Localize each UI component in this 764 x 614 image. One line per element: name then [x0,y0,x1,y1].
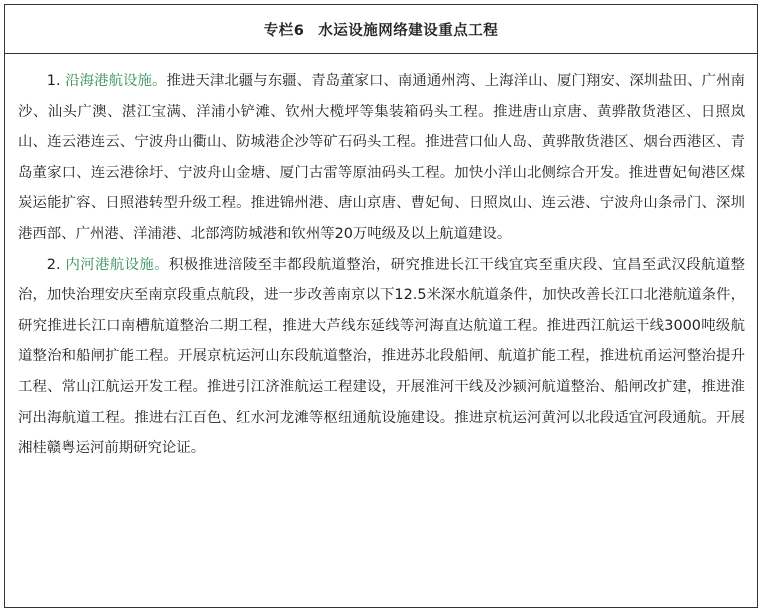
box-title: 水运设施网络建设重点工程 [318,22,499,39]
box-header [5,5,757,54]
section-inland [18,250,745,464]
feature-box [4,4,758,608]
section-heading: 沿海港航设施。 [65,73,167,89]
box-title-number: 专栏6 [263,22,305,39]
section-coastal [18,66,745,250]
section-text: 积极推进涪陵至丰都段航道整治，研究推进长江干线宜宾至重庆段、宜昌至武汉段航道整治，加快治理安庆至南京段重点航段，进一步改善南京以下12.5米深水航道条件，加快改善长江口北港航道条件，研究推进长江口南槽航道整治二期工程，推进大芦线东延线等河海直达航道工程。推进西江航运干线3000吨级航道整治和船闸扩能工程。开展京杭运河山东段航道整治，推进苏北段船闸、航道扩能工程，推进杭甬运河整治提升工程、常山江航运开发工程。推进引江济淮航运工程建设，开展淮河干线及沙颍河航道整治、船闸改扩建，推进淮河出海航道工程。推进右江百色、红水河龙滩等枢纽通航设施建设。推进京杭运河黄河以北段适宜河段通航。开展湘桂赣粤运河前期研究论证。 [18,256,745,457]
section-text: 推进天津北疆与东疆、青岛董家口、南通通州湾、上海洋山、厦门翔安、深圳盐田、广州南沙、汕头广澳、湛江宝满、洋浦小铲滩、钦州大榄坪等集装箱码头工程。推进唐山京唐、黄骅散货港区、日照岚山、连云港连云、宁波舟山衢山、防城港企沙等矿石码头工程。推进营口仙人岛、黄骅散货港区、烟台西港区、青岛董家口、连云港徐圩、宁波舟山金塘、厦门古雷等原油码头工程。加快小洋山北侧综合开发。推进曹妃甸港区煤炭运能扩容、日照港转型升级工程。推进锦州港、唐山京唐、曹妃甸、日照岚山、连云港、宁波舟山条帚门、深圳港西部、广州港、洋浦港、北部湾防城港和钦州等20万吨级及以上航道建设。 [18,73,745,242]
section-heading: 内河港航设施。 [65,256,169,273]
section-number: 2. [46,256,61,273]
box-body [5,54,757,464]
section-number: 1. [46,73,61,89]
